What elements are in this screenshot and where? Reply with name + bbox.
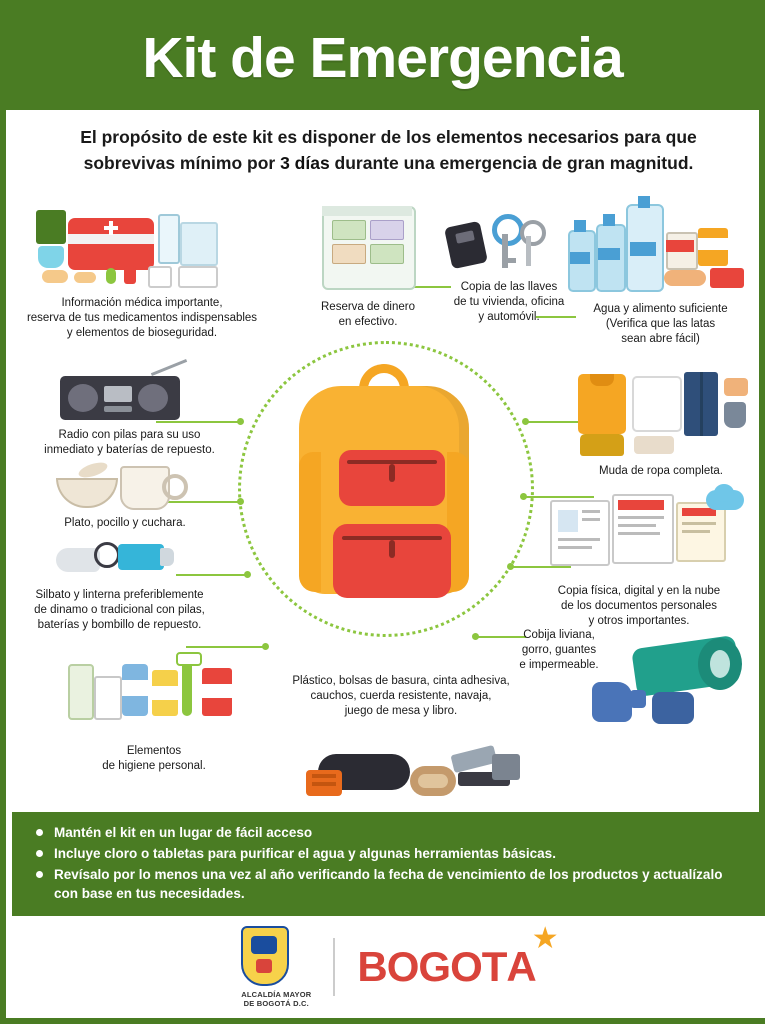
caption-documents: Copia física, digital y en la nube de los documentos personales y otros importantes. — [557, 585, 721, 628]
connector-dot-clothes — [522, 418, 529, 425]
intro-text — [36, 124, 741, 177]
backpack-illustration — [291, 364, 476, 614]
backpack-body — [299, 386, 469, 594]
hygiene-products-icon — [64, 646, 244, 736]
cash-bag-icon — [316, 200, 416, 292]
caption-blanket: Cobija liviana, gorro, guantes e impermeable. — [519, 629, 599, 672]
header-banner — [6, 6, 759, 110]
backpack-bottom-pocket — [333, 524, 451, 598]
whistle-flashlight-icon — [54, 536, 204, 584]
alcaldia-logo — [241, 926, 311, 1009]
intro-line-1: El propósito de este kit es disponer de los elementos necesarios para que — [80, 127, 697, 147]
first-aid-kit-icon — [28, 204, 238, 289]
connector-dot-dishes — [237, 498, 244, 505]
bullet-icon — [36, 871, 43, 878]
clothing-icon — [576, 364, 751, 456]
tools-tape-rope-icon — [306, 736, 526, 806]
note-item-2: Incluye cloro o tabletas para purificar el agua y algunas herramientas básicas. — [36, 845, 736, 864]
backpack-top-pocket — [339, 450, 445, 506]
backpack-zipper-pull-top — [389, 464, 395, 482]
connector-dot-documents — [520, 493, 527, 500]
connector-dot-tools — [472, 633, 479, 640]
caption-radio: Radio con pilas para su uso inmediato y baterías de repuesto. — [44, 429, 215, 457]
caption-dishes: Plato, pocillo y cuchara. — [64, 517, 186, 529]
caption-tools: Plástico, bolsas de basura, cinta adhesiva, cauchos, cuerda resistente, navaja, juego de mesa y libro. — [292, 675, 510, 718]
keys-icon — [446, 210, 556, 276]
caption-money: Reserva de dinero en efectivo. — [321, 301, 415, 329]
caption-clothes: Muda de ropa completa. — [598, 465, 724, 477]
connector-dot-whistle — [244, 571, 251, 578]
documents-cloud-icon — [546, 488, 746, 578]
backpack-zipper-pull-bottom — [389, 540, 395, 558]
note-item-3: Revísalo por lo menos una vez al año verificando la fecha de vencimiento de los productos y actualízalo con base en tus necesidades. — [36, 866, 742, 903]
radio-icon — [54, 366, 194, 422]
caption-keys: Copia de las llaves de tu vivienda, oficina y automóvil. — [453, 281, 565, 324]
caption-whistle: Silbato y linterna preferiblemente de dinamo o tradicional con pilas, baterías y bombillo de repuesto. — [34, 589, 205, 632]
caption-hygiene: Elementos de higiene personal. — [102, 745, 206, 773]
intro-line-2-before: sobrevivas mínimo por — [83, 153, 281, 174]
alcaldia-caption: ALCALDÍA MAYOR DE BOGOTÁ D.C. — [241, 989, 312, 1008]
backpack-side-left — [299, 452, 321, 592]
notes-panel — [12, 812, 765, 916]
bogota-brand-last-letter: A — [506, 943, 536, 990]
logo-divider — [333, 938, 335, 996]
footer-logo-bar — [12, 916, 765, 1018]
diagram-canvas — [6, 196, 759, 806]
intro-line-2-after: durante una emergencia de gran magnitud. — [329, 153, 694, 174]
page-title: Kit de Emergencia — [142, 25, 623, 90]
connector-dot-blanket — [507, 563, 514, 570]
bogota-brand-text: BOGOT — [357, 943, 507, 990]
water-bottles-food-icon — [564, 202, 749, 298]
intro-highlight: 3 días — [280, 153, 330, 174]
bullet-icon — [36, 850, 43, 857]
note-item-1: Mantén el kit en un lugar de fácil acceso — [36, 824, 736, 843]
bullet-icon — [36, 829, 43, 836]
bogota-crest-icon — [241, 926, 289, 986]
caption-medical: Información médica importante, reserva de tus medicamentos indispensables y elementos de bioseguridad. — [26, 297, 258, 340]
connector-dot-hygiene — [262, 643, 269, 650]
bogota-brand-logo: BOGOT A ★ — [357, 922, 559, 990]
connector-dot-radio — [237, 418, 244, 425]
caption-water-food: Agua y alimento suficiente (Verifica que las latas sean abre fácil) — [593, 303, 728, 346]
plate-cup-spoon-icon — [54, 458, 194, 510]
